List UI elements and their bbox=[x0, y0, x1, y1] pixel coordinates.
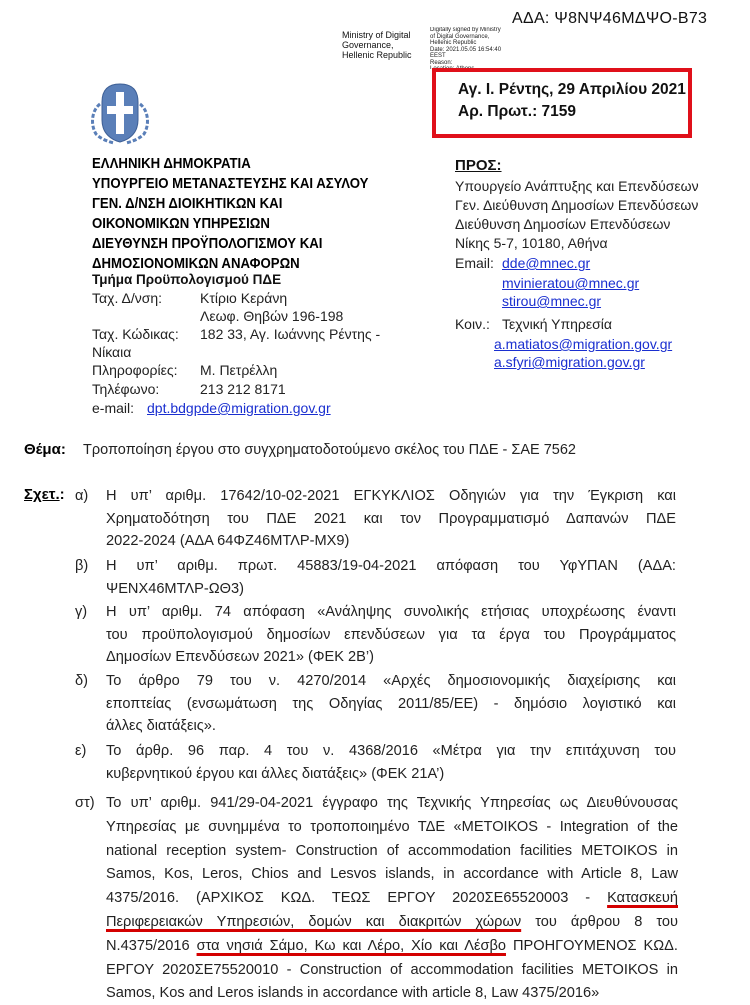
ref-item-d: Το άρθρο 79 του ν. 4270/2014 «Αρχές δημοσιονομικής διαχείρισης και εποπτείας (ενσωμάτωση της Οδηγίας 2011/85/ΕΕ) - δημόσιο λογιστικό και άλλες διατάξεις». bbox=[106, 673, 676, 734]
ref-item-a: Η υπ’ αριθμ. 17642/10-02-2021 ΕΓΚΥΚΛΙΟΣ Οδηγιών για την Έγκριση και Χρηματοδότηση του ΠΔΕ 2021 και τον Προγραμματισμό Δαπανών ΠΔΕ 2022-2024 (ΑΔΑ 64ΦΖ46ΜΤΛΡ-ΜΧ9) bbox=[106, 488, 676, 549]
email-link-matiatos[interactable]: a.matiatos@migration.gov.gr bbox=[494, 336, 673, 352]
email-label: e-mail: bbox=[92, 400, 135, 416]
recipient-label: ΠΡΟΣ: bbox=[455, 157, 502, 174]
underlined-kataskevi: Κατασκευή bbox=[607, 890, 678, 907]
sender-email-link[interactable]: dpt.bdgpde@migration.gov.gr bbox=[147, 400, 331, 416]
phone-label: Τηλέφωνο: bbox=[92, 381, 160, 397]
ref-marker-a: α) bbox=[75, 488, 89, 504]
info-value: Μ. Πετρέλλη bbox=[200, 362, 278, 378]
ref-marker-d: δ) bbox=[75, 673, 88, 689]
email-link-mvinieratou[interactable]: mvinieratou@mnec.gr bbox=[502, 275, 640, 291]
recipient-email-label: Email: bbox=[455, 255, 494, 271]
email-link-dde[interactable]: dde@mnec.gr bbox=[502, 255, 591, 271]
ref-item-g: Η υπ’ αριθμ. 74 απόφαση «Ανάληψης συνολικής ετήσιας υποχρέωσης έναντι του προϋπολογισμού δημοσίων επενδύσεων για τα έργα του Προγράμματος Δημοσίων Επενδύσεων 2021» (ΦΕΚ 2Β’) bbox=[106, 604, 676, 665]
greek-coat-of-arms-icon bbox=[88, 80, 152, 146]
postal-value: 182 33, Αγ. Ιωάννης Ρέντης - bbox=[200, 326, 381, 342]
ref-marker-g: γ) bbox=[75, 604, 88, 620]
underlined-regional-services: Περιφερειακών Υπηρεσιών, δομών και διακριτών χώρων bbox=[106, 913, 522, 930]
cc-label: Κοιν.: bbox=[455, 316, 490, 332]
department-name: Τμήμα Προϋπολογισμού ΠΔΕ bbox=[92, 272, 282, 287]
subject-label: Θέμα: bbox=[24, 441, 66, 458]
postal-value-2: Νίκαια bbox=[92, 344, 132, 360]
underlined-islands: στα νησιά Σάμο, Κω και Λέρο, Χίο και Λέσβο bbox=[196, 937, 506, 954]
email-link-stirou[interactable]: stirou@mnec.gr bbox=[502, 293, 602, 309]
address-line-2: Λεωφ. Θηβών 196-198 bbox=[200, 308, 344, 324]
subject-text: Τροποποίηση έργου στο συγχρηματοδοτούμενο σκέλος του ΠΔΕ - ΣΑΕ 7562 bbox=[83, 442, 576, 458]
phone-value: 213 212 8171 bbox=[200, 381, 286, 397]
address-label: Ταχ. Δ/νση: bbox=[92, 290, 163, 306]
date-protocol-box bbox=[432, 68, 692, 138]
ref-marker-b: β) bbox=[75, 558, 89, 574]
ref-item-e: Το άρθρ. 96 παρ. 4 του ν. 4368/2016 «Μέτρα για την επιτάχυνση του κυβερνητικού έργου και άλλες διατάξεις» (ΦΕΚ 21Α’) bbox=[106, 743, 676, 782]
ref-marker-st: στ) bbox=[75, 795, 95, 811]
references-label: Σχετ.: bbox=[24, 486, 65, 503]
postal-label: Ταχ. Κώδικας: bbox=[92, 326, 179, 342]
ref-item-st: Το υπ’ αριθμ. 941/29-04-2021 έγγραφο της Τεχνικής Υπηρεσίας ως Διευθύνουσας Υπηρεσίας με συνημμένα το τροποποιημένο ΤΔΕ «ΜΕΤΟΙΚΟS - Integration of the national reception system- Construction of accommodation facilities ΜΕΤΟΙΚΟS in Samos, Kos, Leros, Chios and Lesvos islands, in accordance with Article 8, Law 4375/2016. (ΑΡΧΙΚΟΣ ΚΩΔ. ΤΕΩΣ ΕΡΓΟΥ 2020ΣΕ65520003 - Κατασκευή Περιφερειακών Υπηρεσιών, δομών και διακριτών χώρων του άρθρου 8 του Ν.4375/2016 στα νησιά Σάμο, Κω και Λέρο, Χίο και Λέσβο ΠΡΟΗΓΟΥΜΕΝΟΣ ΚΩΔ. ΕΡΓΟΥ 2020ΣΕ75520010 - Construction of accommodation facilities ΜΕΤΟΙΚΟS in Samos, Kos and Leros islands in accordance with article 8, Law 4375/2016» bbox=[106, 795, 678, 1002]
cc-value: Τεχνική Υπηρεσία bbox=[502, 316, 612, 332]
signature-org: Ministry of Digital Governance, Hellenic Republic bbox=[342, 30, 412, 60]
document-date: Αγ. Ι. Ρέντης, 29 Απριλίου 2021 bbox=[458, 81, 686, 98]
ada-code: ΑΔΑ: Ψ8ΝΨ46ΜΔΨΟ-Β73 bbox=[512, 10, 708, 27]
protocol-number: Αρ. Πρωτ.: 7159 bbox=[458, 103, 577, 120]
ref-marker-e: ε) bbox=[75, 743, 87, 759]
email-link-sfyri[interactable]: a.sfyri@migration.gov.gr bbox=[494, 354, 645, 370]
recipient-address: Υπουργείο Ανάπτυξης και Επενδύσεων Γεν. Διεύθυνση Δημοσίων Επενδύσεων Διεύθυνση Δημοσίων Επενδύσεων Νίκης 5-7, 10180, Αθήνα bbox=[455, 178, 699, 251]
ref-item-b: Η υπ’ αριθμ. πρωτ. 45883/19-04-2021 απόφαση του ΥφΥΠΑΝ (ΑΔΑ: ΨΕΝΧ46ΜΤΛΡ-ΩΘ3) bbox=[106, 558, 676, 597]
info-label: Πληροφορίες: bbox=[92, 362, 178, 378]
sender-header: ΕΛΛΗΝΙΚΗ ΔΗΜΟΚΡΑΤΙΑ ΥΠΟΥΡΓΕΙΟ ΜΕΤΑΝΑΣΤΕΥΣΗΣ ΚΑΙ ΑΣΥΛΟΥ ΓΕΝ. Δ/ΝΣΗ ΔΙΟΙΚΗΤΙΚΩΝ ΚΑΙ ΟΙΚΟΝΟΜΙΚΩΝ ΥΠΗΡΕΣΙΩΝ ΔΙΕΥΘΥΝΣΗ ΠΡΟΫΠΟΛΟΓΙΣΜΟΥ ΚΑΙ ΔΗΜΟΣΙΟΝΟΜΙΚΩΝ ΑΝΑΦΟΡΩΝ bbox=[92, 155, 369, 272]
signature-details: Digitally signed by Ministry of Digital Governance, Hellenic Republic Date: 2021.05.05 16:54:40 EEST Reason: Location: Athens bbox=[430, 27, 502, 69]
address-line-1: Κτίριο Κεράνη bbox=[200, 290, 288, 306]
